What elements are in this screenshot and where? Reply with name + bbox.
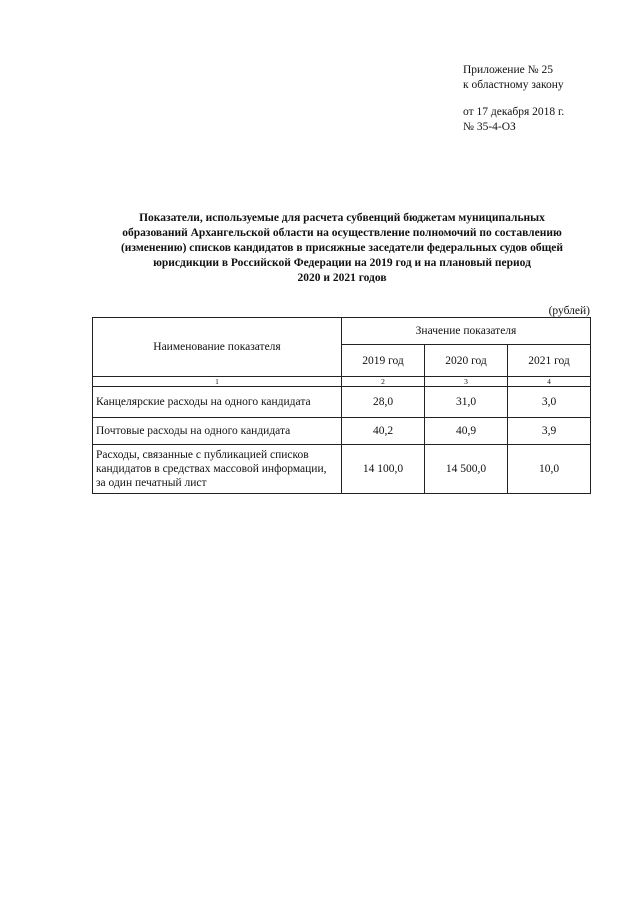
column-header-name: Наименование показателя — [93, 318, 342, 377]
title-line: Показатели, используемые для расчета субвенций бюджетам муниципальных — [139, 212, 545, 224]
column-number: 4 — [508, 377, 591, 387]
indicator-value: 14 100,0 — [342, 445, 425, 494]
document-title — [82, 211, 602, 286]
year-header: 2021 год — [508, 345, 591, 377]
column-number: 2 — [342, 377, 425, 387]
column-numbers-row — [93, 377, 591, 387]
column-header-value: Значение показателя — [342, 318, 591, 345]
column-number: 3 — [425, 377, 508, 387]
title-line: 2020 и 2021 годов — [297, 272, 387, 284]
appendix-number: Приложение № 25 — [463, 64, 553, 76]
table-row — [93, 418, 591, 445]
table-row — [93, 445, 591, 494]
indicator-name: Канцелярские расходы на одного кандидата — [93, 387, 342, 418]
indicator-value: 10,0 — [508, 445, 591, 494]
units-label: (рублей) — [548, 305, 590, 317]
indicators-table — [92, 317, 591, 494]
appendix-header — [463, 63, 564, 135]
title-line: юрисдикции в Российской Федерации на 2019 год и на плановый период — [153, 257, 531, 269]
indicator-value: 40,9 — [425, 418, 508, 445]
year-header: 2020 год — [425, 345, 508, 377]
column-number: 1 — [93, 377, 342, 387]
indicator-value: 3,0 — [508, 387, 591, 418]
appendix-law-number: № 35-4-ОЗ — [463, 121, 516, 133]
indicator-name: Почтовые расходы на одного кандидата — [93, 418, 342, 445]
title-line: (изменению) списков кандидатов в присяжные заседатели федеральных судов общей — [120, 242, 564, 254]
indicator-value: 31,0 — [425, 387, 508, 418]
indicator-value: 14 500,0 — [425, 445, 508, 494]
indicator-value: 28,0 — [342, 387, 425, 418]
table-header-row — [93, 318, 591, 345]
indicator-name: Расходы, связанные с публикацией списков кандидатов в средствах массовой информации, за один печатный лист — [93, 445, 342, 494]
indicator-value: 40,2 — [342, 418, 425, 445]
appendix-date: от 17 декабря 2018 г. — [463, 106, 565, 118]
title-line: образований Архангельской области на осуществление полномочий по составлению — [122, 227, 562, 239]
appendix-law-ref: к областному закону — [463, 79, 564, 91]
indicator-value: 3,9 — [508, 418, 591, 445]
table-row — [93, 387, 591, 418]
year-header: 2019 год — [342, 345, 425, 377]
